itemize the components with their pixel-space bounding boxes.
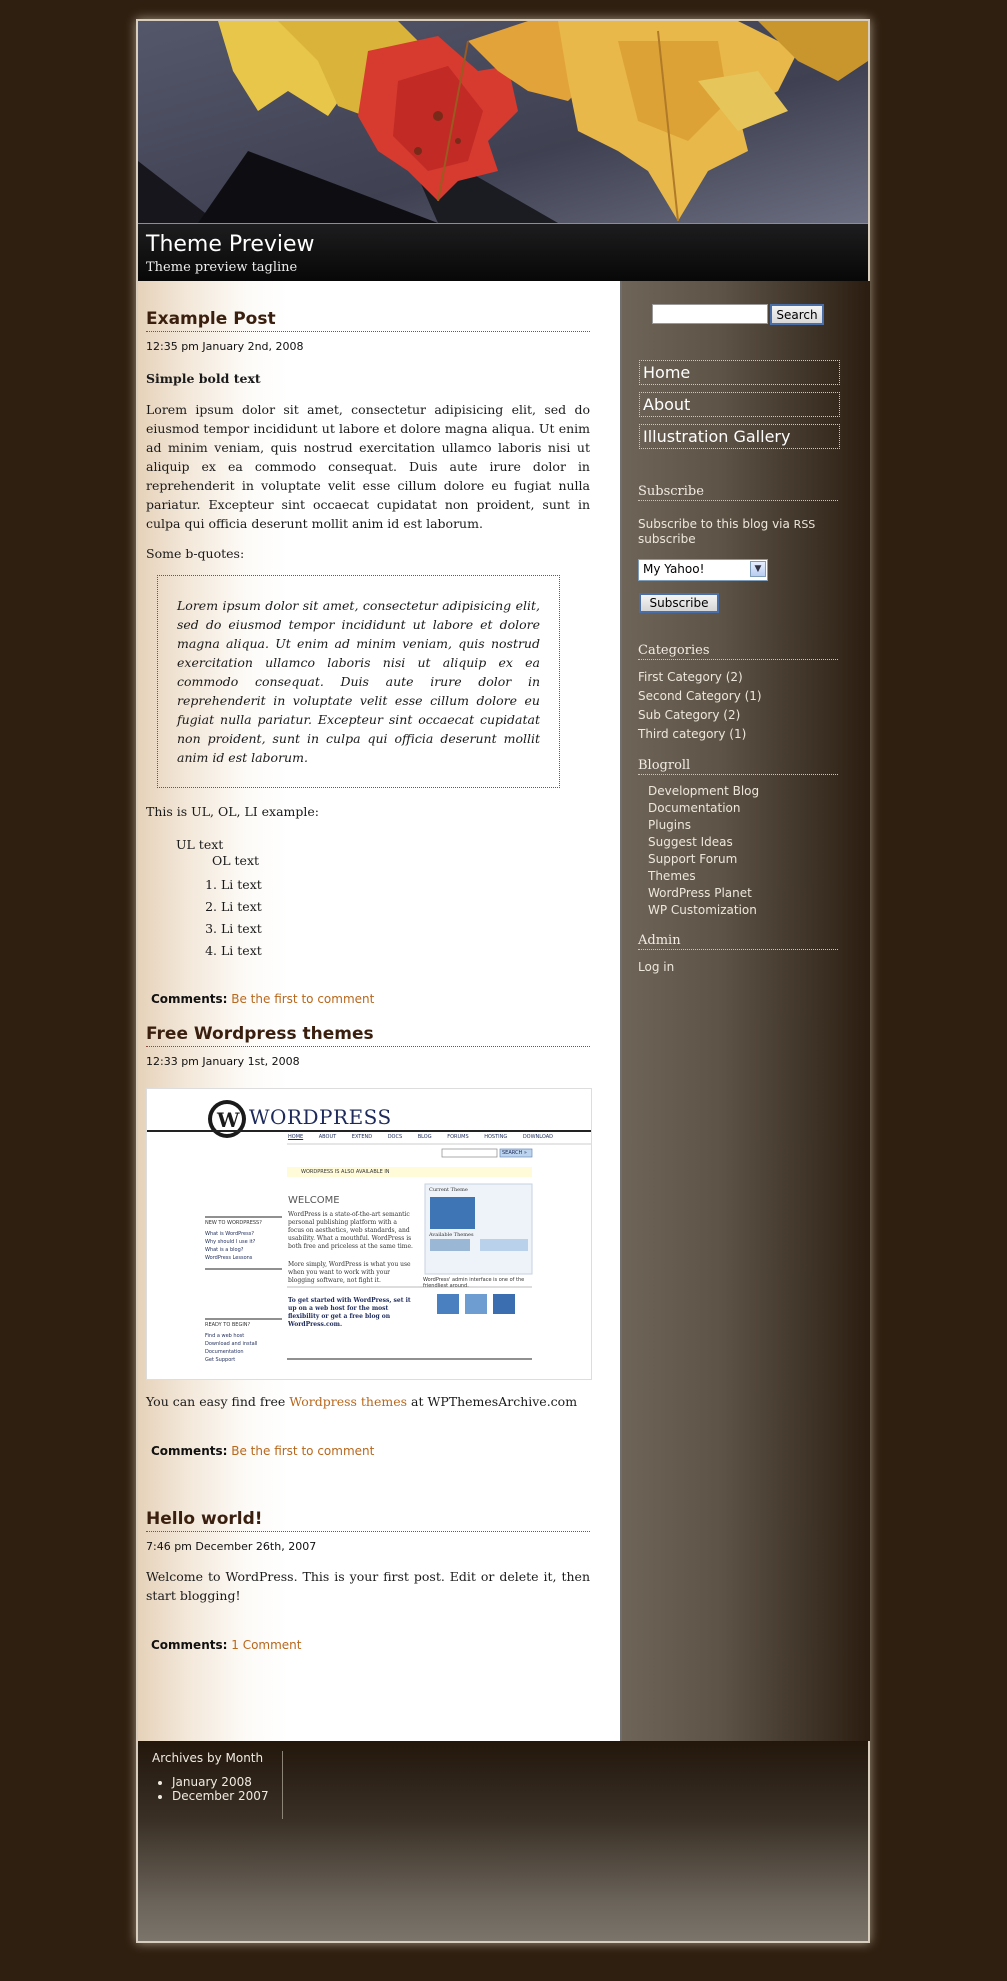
post-paragraph: Lorem ipsum dolor sit amet, consectetur adipisicing elit, sed do eiusmod tempor incididunt ut labore et dolore magna aliqua. Ut enim ad minim veniam, quis nostrud exercitation ullamco laboris nisi ut aliquip ex ea commodo consequat. Duis aute irure dolor in reprehenderit in voluptate velit esse cillum dolore eu fugiat nulla pariatur. Excepteur sint occaecat cupidatat non proident, sunt in culpa qui officia deserunt mollit anim id est laborum. xyxy=(146,402,590,531)
wp-nav-item[interactable]: BLOG xyxy=(417,1134,432,1140)
nav-about[interactable]: About xyxy=(639,392,840,417)
main-content xyxy=(138,281,620,1741)
blogroll-item[interactable]: Development Blog xyxy=(648,784,760,798)
wp-current-theme: Current Theme xyxy=(429,1187,468,1193)
post-paragraph: Welcome to WordPress. This is your first post. Edit or delete it, then start blogging! xyxy=(146,1569,590,1603)
wp-welcome-text-2: More simply, WordPress is what you use when you want to work with your blogging software, not fight it. xyxy=(288,1261,411,1284)
login-link[interactable]: Log in xyxy=(638,960,675,974)
list-item: 4. Li text xyxy=(221,940,590,962)
wp-ready-heading: READY TO BEGIN? xyxy=(205,1322,251,1328)
comments-link[interactable]: Be the first to comment xyxy=(231,992,375,1006)
footer xyxy=(138,1741,868,1941)
header-leaves-photo xyxy=(138,21,868,223)
post-comments xyxy=(151,1638,590,1652)
wp-link[interactable]: WordPress Lessons xyxy=(205,1255,253,1261)
wp-welcome-heading: WELCOME xyxy=(288,1195,340,1206)
comments-label: Comments: xyxy=(151,992,228,1006)
bquote-intro: Some b-quotes: xyxy=(146,546,245,561)
wp-link[interactable]: Documentation xyxy=(205,1349,244,1355)
categories-list xyxy=(638,670,762,746)
categories-heading: Categories xyxy=(638,643,838,660)
list-example xyxy=(146,837,590,962)
comments-link[interactable]: 1 Comment xyxy=(231,1638,302,1652)
ol-text: OL text xyxy=(212,853,260,868)
wp-logo-text: WORDPRESS xyxy=(249,1105,392,1129)
archive-item[interactable]: • December 2007 xyxy=(172,1789,282,1803)
wp-link[interactable]: Download and install xyxy=(205,1341,258,1347)
wp-welcome-text-3: To get started with WordPress, set it up on a web host for the most flexibility or get a free blog on WordPress.com. xyxy=(288,1297,411,1328)
post-paragraph xyxy=(146,1392,590,1411)
chevron-down-icon[interactable]: ▼ xyxy=(750,561,766,577)
archives-list xyxy=(152,1775,282,1803)
blockquote-text: Lorem ipsum dolor sit amet, consectetur adipisicing elit, sed do eiusmod tempor incididunt ut labore et dolore magna aliqua. Ut enim ad minim veniam, quis nostrud exercitation ullamco laboris nisi ut aliquip ex ea commodo consequat. Duis aute irure dolor in reprehenderit in voluptate velit esse cillum dolore eu fugiat nulla pariatur. Excepteur sint occaecat cupidatat non proident, sunt in culpa qui officia deserunt mollit anim id est laborum. xyxy=(177,598,540,765)
text-after-link: at WPThemesArchive.com xyxy=(407,1394,578,1409)
archive-item[interactable]: • January 2008 xyxy=(172,1775,282,1789)
post-title[interactable]: Example Post xyxy=(146,309,590,332)
blog-tagline: Theme preview tagline xyxy=(146,260,298,275)
wp-new-links xyxy=(205,1230,255,1262)
comments-label: Comments: xyxy=(151,1638,228,1652)
text-before-link: You can easy find free xyxy=(146,1394,290,1409)
wp-welcome-text: WordPress is a state-of-the-art semantic personal publishing platform with a focus on aesthetics, web standards, and usability. What a mouthful. WordPress is both free and priceless at the same time. xyxy=(288,1211,413,1250)
post-hello-world xyxy=(146,1509,590,1652)
blogroll-item[interactable]: Plugins xyxy=(648,818,691,832)
wp-link[interactable]: Why should I use it? xyxy=(205,1239,256,1245)
comments-label: Comments: xyxy=(151,1444,228,1458)
blog-title[interactable]: Theme Preview xyxy=(146,232,315,257)
header-title-bar xyxy=(138,223,868,281)
admin-list xyxy=(638,960,674,979)
header xyxy=(138,21,868,281)
wp-nav-item[interactable]: HOME xyxy=(288,1134,304,1140)
post-title[interactable]: Free Wordpress themes xyxy=(146,1024,590,1047)
subscribe-select-value: My Yahoo! xyxy=(643,562,705,576)
rss-link[interactable]: RSS xyxy=(793,518,816,531)
subscribe-heading: Subscribe xyxy=(638,484,838,501)
wp-nav xyxy=(288,1134,553,1140)
post-comments xyxy=(151,1444,590,1458)
blockquote xyxy=(157,575,560,788)
wp-new-heading: NEW TO WORDPRESS? xyxy=(205,1220,262,1226)
wp-link[interactable]: Get Support xyxy=(205,1357,236,1363)
post-date: 12:35 pm January 2nd, 2008 xyxy=(146,340,304,353)
list-item: 1. Li text xyxy=(221,874,590,896)
wp-search-button[interactable]: SEARCH » xyxy=(502,1150,527,1156)
category-item[interactable]: First Category (2) xyxy=(638,670,743,684)
wp-nav-item[interactable]: ABOUT xyxy=(318,1134,337,1140)
list-item: 2. Li text xyxy=(221,896,590,918)
ul-text: UL text xyxy=(176,837,224,852)
search-input[interactable] xyxy=(652,304,768,324)
svg-text:W: W xyxy=(217,1108,240,1132)
category-item[interactable]: Third category (1) xyxy=(638,727,747,741)
list-item: 3. Li text xyxy=(221,918,590,940)
subscribe-button[interactable]: Subscribe xyxy=(639,593,719,613)
post-comments xyxy=(151,992,590,1006)
nav-home[interactable]: Home xyxy=(639,360,840,385)
post-free-wordpress-themes xyxy=(146,1024,590,1458)
wp-nav-item[interactable]: FORUMS xyxy=(447,1134,469,1140)
subscribe-text-1: Subscribe to this blog via xyxy=(638,517,794,531)
blogroll-item[interactable]: Documentation xyxy=(648,801,741,815)
admin-heading: Admin xyxy=(638,933,838,950)
subscribe-select[interactable] xyxy=(638,559,768,581)
search-button[interactable]: Search xyxy=(770,304,824,325)
wp-link[interactable]: What is WordPress? xyxy=(205,1231,254,1237)
wp-nav-item[interactable]: EXTEND xyxy=(351,1134,373,1140)
sidebar xyxy=(620,281,870,1741)
wp-link[interactable]: What is a blog? xyxy=(205,1247,244,1253)
ordered-list xyxy=(146,874,590,962)
wp-caption: WordPress' admin interface is one of the friendliest around. xyxy=(423,1277,525,1289)
blogroll-item[interactable]: Support Forum xyxy=(648,852,738,866)
post-date: 7:46 pm December 26th, 2007 xyxy=(146,1540,317,1553)
post-title[interactable]: Hello world! xyxy=(146,1509,590,1532)
wp-link[interactable]: Find a web host xyxy=(205,1333,245,1339)
wp-notice: WORDPRESS IS ALSO AVAILABLE IN xyxy=(301,1169,390,1175)
wp-nav-item[interactable]: DOWNLOAD xyxy=(522,1134,554,1140)
post-date: 12:33 pm January 1st, 2008 xyxy=(146,1055,300,1068)
blogroll-heading: Blogroll xyxy=(638,758,838,775)
blogroll-item[interactable]: WordPress Planet xyxy=(648,886,752,900)
wordpress-screenshot xyxy=(146,1088,592,1380)
subscribe-text xyxy=(638,517,838,547)
archives-widget xyxy=(152,1751,283,1819)
bold-text: Simple bold text xyxy=(146,371,261,386)
blogroll-list xyxy=(638,784,759,920)
nav-illustration-gallery[interactable]: Illustration Gallery xyxy=(639,424,840,449)
blogroll-item[interactable]: Suggest Ideas xyxy=(648,835,733,849)
blogroll-item[interactable]: WP Customization xyxy=(648,903,757,917)
wp-nav-item[interactable]: HOSTING xyxy=(484,1134,508,1140)
comments-link[interactable]: Be the first to comment xyxy=(231,1444,375,1458)
wp-ready-links xyxy=(205,1332,257,1364)
list-intro: This is UL, OL, LI example: xyxy=(146,804,320,819)
wp-available-themes: Available Themes xyxy=(429,1232,474,1238)
subscribe-text-2: subscribe xyxy=(638,532,696,546)
wp-nav-item[interactable]: DOCS xyxy=(387,1134,403,1140)
blogroll-item[interactable]: Themes xyxy=(648,869,696,883)
page-wrapper xyxy=(136,19,870,1943)
category-item[interactable]: Second Category (1) xyxy=(638,689,762,703)
archives-heading: Archives by Month xyxy=(152,1751,264,1765)
wordpress-themes-link[interactable]: Wordpress themes xyxy=(289,1394,408,1409)
category-item[interactable]: Sub Category (2) xyxy=(638,708,741,722)
post-example xyxy=(146,309,590,1006)
